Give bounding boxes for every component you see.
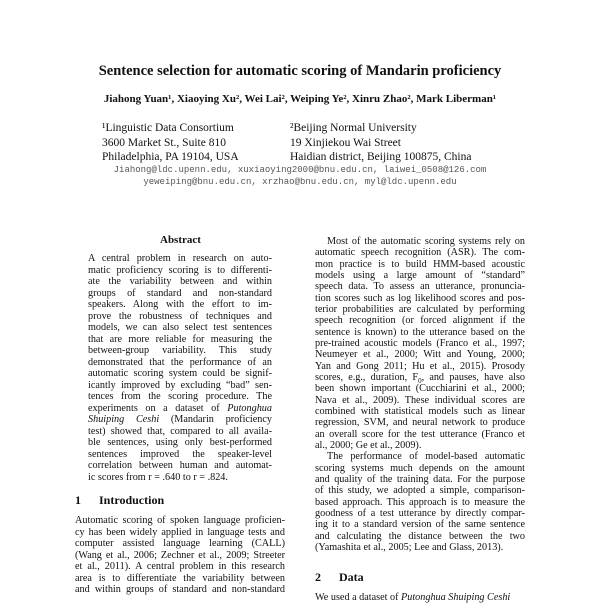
text-line: sentence is known) to the utterance based on the xyxy=(315,326,525,338)
text-line: sentences improved the speaker-level xyxy=(88,448,272,460)
text-line: area is to differentiate the variability between xyxy=(75,572,285,584)
section-number: 1 xyxy=(75,493,81,507)
text-span: (Mandarin proficiency xyxy=(159,414,272,425)
email-line: yeweiping@bnu.edu.cn, xrzhao@bnu.edu.cn, myl@ldc.upenn.edu xyxy=(143,177,457,187)
text-line: regression, SVM, and neural network to produce xyxy=(315,417,525,429)
text-line: terior probabilities are calculated by performing xyxy=(315,303,525,315)
text-line: (Yamashita et al., 2005; Lee and Glass, 2013). xyxy=(315,541,504,553)
text-line: that are more reliable for measuring the xyxy=(88,333,272,345)
text-span: , and pauses, have also xyxy=(421,371,525,383)
text-line: speech recognition (or forced alignment if the xyxy=(315,315,525,327)
text-line: ic scores from r = .640 to r = .824. xyxy=(88,471,228,483)
text-line: groups of standard and non-standard xyxy=(88,287,272,299)
section-heading-data xyxy=(315,570,364,585)
text-line: combined with statistical models such as linear xyxy=(315,405,525,417)
text-line: speech data. To assess an utterance, pronuncia- xyxy=(315,281,525,293)
section-title: Data xyxy=(339,570,364,584)
text-line: mon practice is to build HMM-based acoustic xyxy=(315,258,525,270)
text-line: matic proficiency scoring is to differenti- xyxy=(88,264,272,276)
text-line: based approach. This approach is to measure the xyxy=(315,496,525,508)
section-heading-introduction xyxy=(75,493,164,508)
affiliation-street: 19 Xinjiekou Wai Street xyxy=(290,136,401,149)
text-span: Putonghua xyxy=(227,402,272,414)
affiliation-1 xyxy=(102,121,239,165)
text-line: Neumeyer et al., 2000; Witt and Young, 2000; xyxy=(315,349,525,361)
text-line: test) showed that, compared to all availa- xyxy=(88,425,272,437)
text-line: Most of the automatic scoring systems rely on xyxy=(327,236,525,247)
text-line: (Wang et al., 2006; Zechner et al., 2009; Streeter xyxy=(75,549,285,561)
text-line: ble sentences, using only best-performed xyxy=(88,437,272,448)
text-line xyxy=(315,372,525,384)
text-line: models using a large amount of “standard” xyxy=(315,269,525,281)
text-line: correlation between human and automat- xyxy=(88,460,272,471)
text-span: scores, e.g., duration, F xyxy=(315,371,419,383)
affiliation-city: Haidian district, Beijing 100875, China xyxy=(290,151,472,163)
text-line: goodness of a test utterance by directly compar- xyxy=(315,507,525,519)
text-line xyxy=(88,414,272,426)
text-line: icantly improved by excluding “bad” sen- xyxy=(88,379,272,391)
affiliation-name: ¹Linguistic Data Consortium xyxy=(102,122,234,134)
text-line: et al., 2011). A central problem in this research xyxy=(75,561,285,572)
affiliation-street: 3600 Market St., Suite 810 xyxy=(102,136,226,149)
text-line: an overall score for the test utterance (Franco et xyxy=(315,428,525,440)
text-line: between-group variability. This study xyxy=(88,345,272,356)
section-title: Introduction xyxy=(99,493,165,507)
text-line: Nava et al., 2009). These individual scores are xyxy=(315,394,525,406)
text-line: and quality of the training data. For the purpose xyxy=(315,473,525,485)
text-line: Automatic scoring of spoken language proficien- xyxy=(75,515,285,526)
affiliation-2 xyxy=(290,121,471,165)
text-span: Shuiping Ceshi xyxy=(88,414,160,425)
text-line: and calculating the distance between the two xyxy=(315,530,525,542)
text-span: Putonghua Shuiping Ceshi xyxy=(401,592,511,603)
email-line: Jiahong@ldc.upenn.edu, xuxiaoying2000@bnu.edu.cn, laiwei_0508@126.com xyxy=(113,165,487,175)
author-list: Jiahong Yuan¹, Xiaoying Xu², Wei Lai², Weiping Ye², Xinru Zhao², Mark Liberman¹ xyxy=(103,93,497,105)
text-span: experiments on a dataset of xyxy=(88,402,228,414)
text-line: models, we can also select test sentences xyxy=(88,322,272,333)
text-line: tences from the scoring procedure. The xyxy=(88,391,272,402)
text-line: tion scores such as log likelihood scores and pos- xyxy=(315,292,525,304)
text-line: A central problem in research on auto- xyxy=(88,253,272,264)
text-line: ate the variability between and within xyxy=(88,276,272,287)
text-line xyxy=(315,592,525,604)
text-line: demonstrated that the performance of an xyxy=(88,356,272,368)
section-number: 2 xyxy=(315,570,321,584)
text-span: 0 xyxy=(418,376,422,384)
text-line: automatic scoring system could be signif- xyxy=(88,368,272,379)
paper-title: Sentence selection for automatic scoring of Mandarin proficiency xyxy=(98,63,502,79)
text-line: cy has been widely applied in language tests and xyxy=(75,526,285,538)
text-line: pre-trained acoustic models (Franco et al., 1997; xyxy=(315,337,525,349)
text-line: prove the robustness of techniques and xyxy=(88,310,272,322)
text-line: The performance of model-based automatic xyxy=(327,451,525,463)
text-line: of this study, we adopted a simple, comparison- xyxy=(315,485,525,497)
text-line: computer assisted language learning (CALL) xyxy=(75,538,285,549)
text-line xyxy=(88,403,272,415)
abstract-heading: Abstract xyxy=(160,234,201,246)
text-line: automatic speech recognition (ASR). The com- xyxy=(315,247,525,259)
text-line: speakers. Along with the effort to im- xyxy=(88,299,272,310)
text-line: Yan and Gong 2011; Hu et al., 2015). Prosody xyxy=(315,360,525,372)
text-line: ing it to a standard version of the same sentence xyxy=(315,519,525,531)
text-line: and within groups of standard and non-standard xyxy=(75,584,285,595)
text-line: been shown important (Cucchiarini et al., 2000; xyxy=(315,383,525,395)
text-span: We used a dataset of xyxy=(315,592,402,603)
affiliation-name: ²Beijing Normal University xyxy=(290,122,417,134)
affiliation-city: Philadelphia, PA 19104, USA xyxy=(102,151,239,163)
text-line: scoring systems much depends on the amount xyxy=(315,462,525,474)
text-line: al., 2000; Ge et al., 2009). xyxy=(315,439,422,451)
